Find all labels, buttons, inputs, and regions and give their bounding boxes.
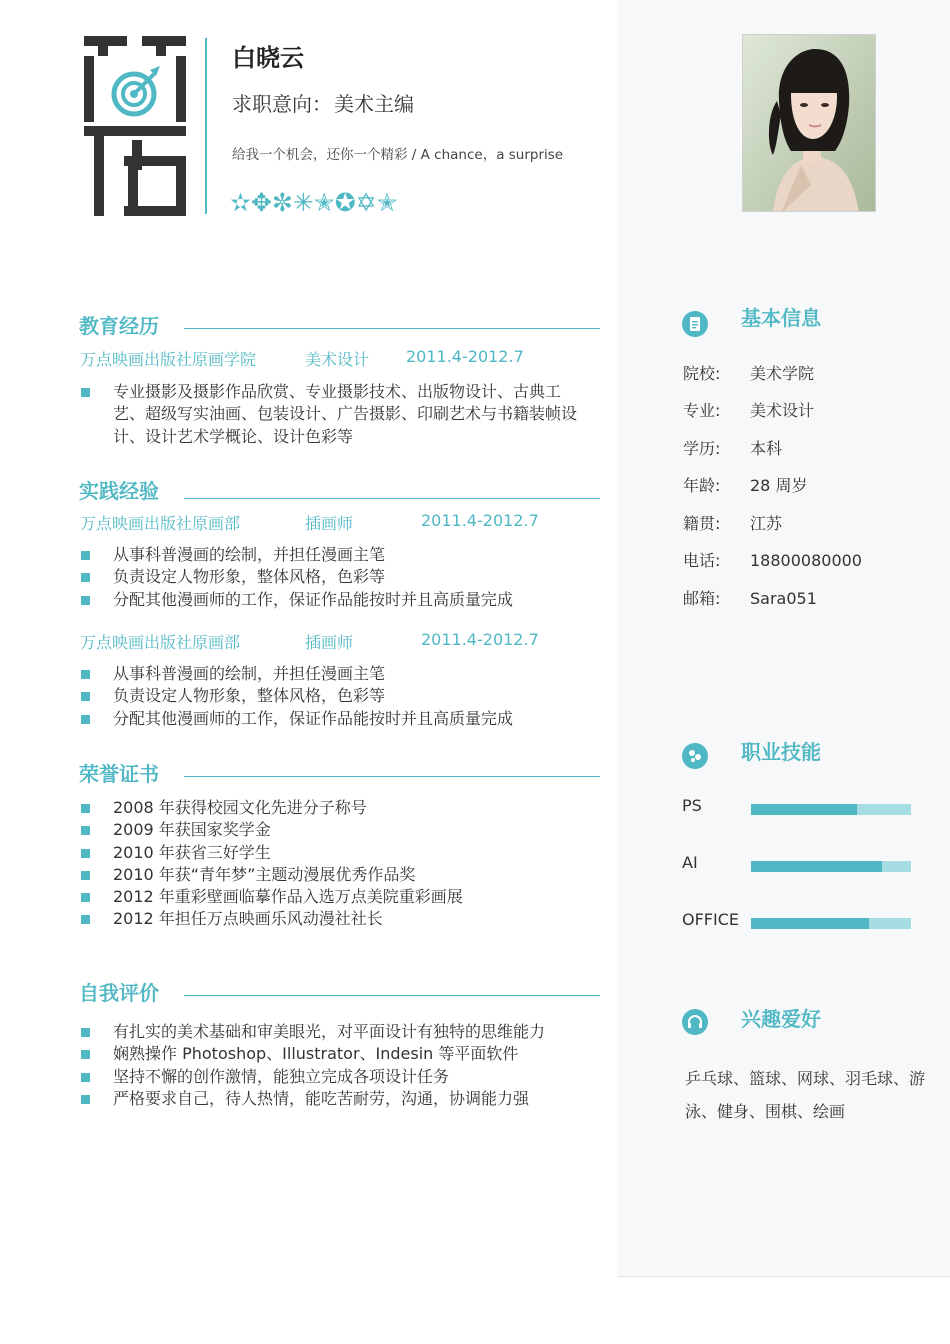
section-title-education: 教育经历 <box>79 314 159 338</box>
skill-bar-office <box>751 918 911 929</box>
job-intent-label: 求职意向： <box>232 92 332 116</box>
info-row-email <box>683 586 817 609</box>
info-row-major <box>683 398 814 421</box>
info-label: 专业: <box>683 401 721 420</box>
list-item: 从事科普漫画的绘制，并担任漫画主笔 <box>80 663 600 685</box>
list-item: 2010 年获省三好学生 <box>80 842 600 864</box>
info-row-hometown <box>683 511 782 534</box>
headphones-icon <box>682 1009 708 1035</box>
section-divider-honors <box>184 776 600 777</box>
job-intent-value: 美术主编 <box>334 92 414 116</box>
candidate-name: 白晓云 <box>232 44 304 72</box>
list-item: 2012 年重彩壁画临摹作品入选万点美院重彩画展 <box>80 886 600 908</box>
list-item: 坚持不懈的创作激情，能独立完成各项设计任务 <box>80 1066 600 1088</box>
info-value: 18800080000 <box>750 551 862 570</box>
info-label: 电话: <box>683 551 721 570</box>
list-item: 严格要求自己，待人热情，能吃苦耐劳，沟通，协调能力强 <box>80 1088 600 1110</box>
skill-bar-ps <box>751 804 911 815</box>
resume-logo-icon <box>84 36 186 216</box>
skill-label-ai: AI <box>682 853 698 872</box>
sidebar-bottom-divider <box>618 1276 950 1277</box>
practice-role: 插画师 <box>305 514 354 533</box>
portrait-image-icon <box>743 35 876 212</box>
motto: 给我一个机会，还你一个精彩 / A chance，a surprise <box>232 147 564 163</box>
education-period: 2011.4-2012.7 <box>406 347 524 366</box>
list-item: 2008 年获得校园文化先进分子称号 <box>80 797 600 819</box>
section-title-hobbies: 兴趣爱好 <box>741 1007 821 1031</box>
list-item: 负责设定人物形象，整体风格，色彩等 <box>80 566 600 588</box>
education-org: 万点映画出版社原画学院 <box>80 350 257 369</box>
self-eval-items <box>80 1021 600 1110</box>
info-value: 江苏 <box>750 514 783 533</box>
palette-icon <box>682 743 708 769</box>
practice-org: 万点映画出版社原画部 <box>80 514 241 533</box>
honors-items <box>80 797 600 931</box>
education-items <box>80 381 600 448</box>
header-divider <box>205 38 207 214</box>
info-row-school <box>683 361 814 384</box>
practice-period: 2011.4-2012.7 <box>421 511 539 530</box>
skill-label-ps: PS <box>682 796 702 815</box>
section-divider-education <box>184 328 600 329</box>
section-title-self-eval: 自我评价 <box>79 981 159 1005</box>
section-title-honors: 荣誉证书 <box>79 762 159 786</box>
list-item: 2009 年获国家奖学金 <box>80 819 600 841</box>
skill-bar-fill <box>751 804 857 815</box>
skill-bar-fill <box>751 861 882 872</box>
list-item: 专业摄影及摄影作品欣赏、专业摄影技术、出版物设计、古典工艺、超级写实油画、包装设计、广告摄影、印刷艺术与书籍装帧设计、设计艺术学概论、设计色彩等 <box>80 381 600 448</box>
info-value: 美术设计 <box>750 401 815 420</box>
list-item: 分配其他漫画师的工作，保证作品能按时并且高质量完成 <box>80 589 600 611</box>
practice-org: 万点映画出版社原画部 <box>80 633 241 652</box>
skill-bar-fill <box>751 918 869 929</box>
star-decoration: ✫✥✼✳✭✪✡✭ <box>230 188 398 217</box>
section-title-skills: 职业技能 <box>741 740 821 764</box>
list-item: 娴熟操作 Photoshop、Illustrator、Indesin 等平面软件 <box>80 1043 600 1065</box>
info-value: 美术学院 <box>750 364 815 383</box>
job-intent <box>232 88 414 117</box>
practice-role: 插画师 <box>305 633 354 652</box>
info-label: 年龄: <box>683 476 721 495</box>
hobbies-text: 乒乓球、篮球、网球、羽毛球、游泳、健身、围棋、绘画 <box>685 1069 926 1121</box>
section-title-practice: 实践经验 <box>79 479 159 503</box>
list-item: 分配其他漫画师的工作，保证作品能按时并且高质量完成 <box>80 708 600 730</box>
list-item: 从事科普漫画的绘制，并担任漫画主笔 <box>80 544 600 566</box>
list-item: 2010 年获“青年梦”主题动漫展优秀作品奖 <box>80 864 600 886</box>
info-value: 28 周岁 <box>750 476 808 495</box>
info-row-phone <box>683 548 862 571</box>
practice-items-2 <box>80 663 600 730</box>
skill-label-office: OFFICE <box>682 910 739 929</box>
info-row-degree <box>683 436 782 459</box>
info-value: 本科 <box>750 439 783 458</box>
practice-period: 2011.4-2012.7 <box>421 630 539 649</box>
list-item: 2012 年担任万点映画乐风动漫社社长 <box>80 908 600 930</box>
list-item: 有扎实的美术基础和审美眼光，对平面设计有独特的思维能力 <box>80 1021 600 1043</box>
profile-photo <box>742 34 876 212</box>
list-item: 负责设定人物形象，整体风格，色彩等 <box>80 685 600 707</box>
document-icon <box>682 311 708 337</box>
info-label: 院校: <box>683 364 721 383</box>
practice-items-1 <box>80 544 600 611</box>
section-title-basic-info: 基本信息 <box>741 306 821 330</box>
info-value: Sara051 <box>750 589 817 608</box>
info-row-age <box>683 473 807 496</box>
info-label: 学历: <box>683 439 721 458</box>
education-role: 美术设计 <box>305 350 370 369</box>
info-label: 邮箱: <box>683 589 721 608</box>
section-divider-practice <box>184 498 600 499</box>
section-divider-self-eval <box>184 995 600 996</box>
skill-bar-ai <box>751 861 911 872</box>
info-label: 籍贯: <box>683 514 721 533</box>
